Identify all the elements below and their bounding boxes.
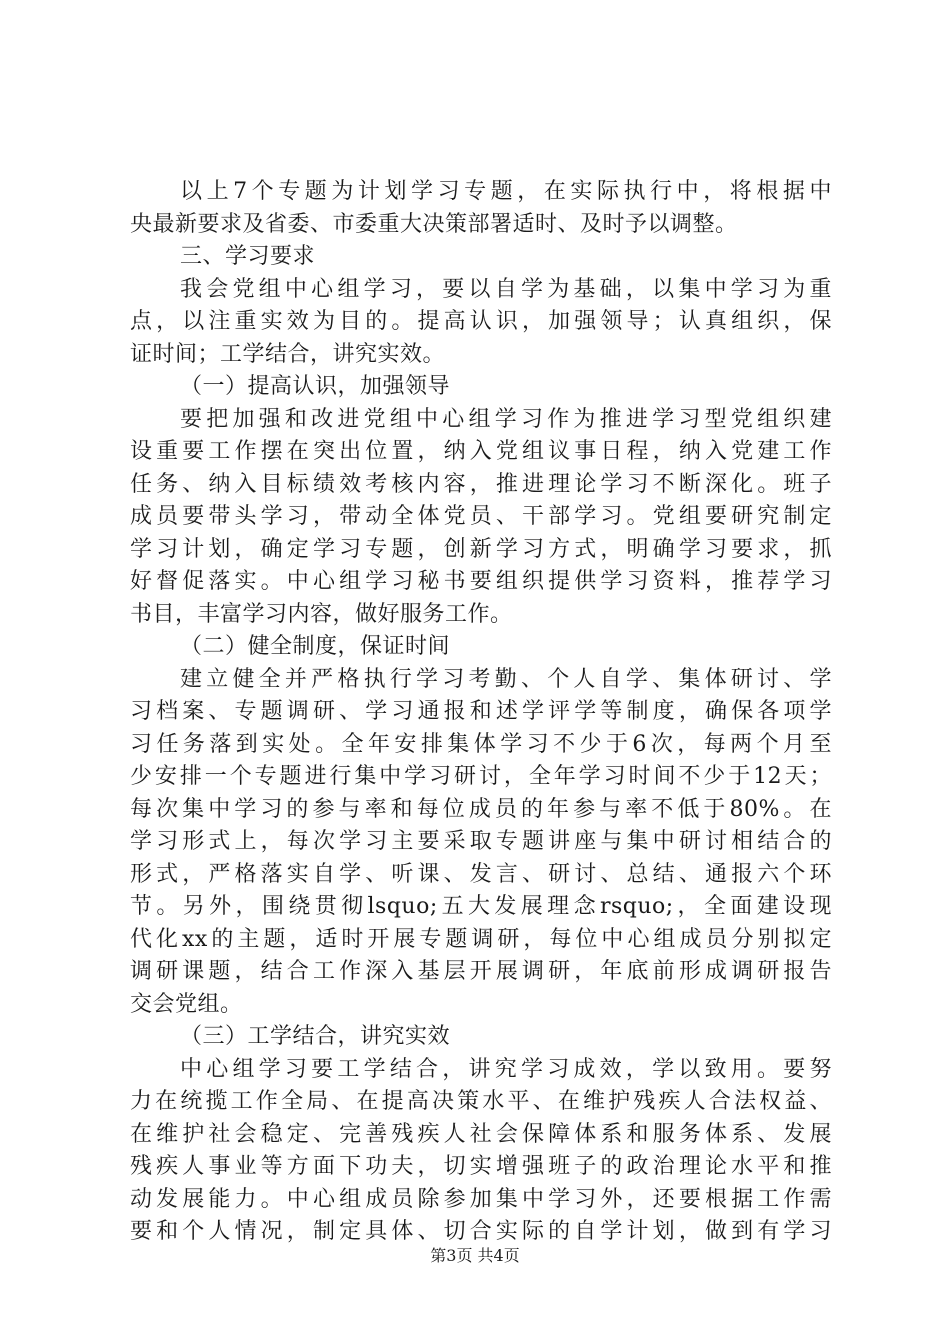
text-line: 形式，严格落实自学、听课、发言、研讨、总结、通报六个环 [130, 861, 832, 887]
text-line: 力在统揽工作全局、在提高决策水平、在维护残疾人合法权益、 [130, 1089, 832, 1114]
text-line: 以上7个专题为计划学习专题，在实际执行中，将根据中 [180, 179, 832, 204]
text-line: 要和个人情况，制定具体、切合实际的自学计划，做到有学习 [130, 1219, 832, 1244]
section-heading: 三、学习要求 [180, 244, 316, 269]
text-line: 我会党组中心组学习，要以自学为基础，以集中学习为重 [180, 276, 832, 302]
text-line: 交会党组。 [130, 991, 243, 1017]
text-line: 在维护社会稳定、完善残疾人社会保障体系和服务体系、发展 [130, 1121, 832, 1147]
page-footer: 第3页 共4页 [430, 1246, 520, 1265]
text-line: 节。另外，围绕贯彻lsquo;五大发展理念rsquo;，全面建设现 [130, 894, 832, 919]
text-line: 习任务落到实处。全年安排集体学习不少于6次，每两个月至 [130, 731, 832, 757]
text-line: 央最新要求及省委、市委重大决策部署适时、及时予以调整。 [130, 211, 738, 237]
text-line: 设重要工作摆在突出位置，纳入党组议事日程，纳入党建工作 [130, 439, 832, 464]
text-line: 要把加强和改进党组中心组学习作为推进学习型党组织建 [180, 406, 832, 432]
text-line: 书目，丰富学习内容，做好服务工作。 [130, 601, 513, 627]
text-line: 残疾人事业等方面下功夫，切实增强班子的政治理论水平和推 [130, 1154, 832, 1179]
text-line: 中心组学习要工学结合，讲究学习成效，学以致用。要努 [180, 1056, 832, 1082]
text-line: 建立健全并严格执行学习考勤、个人自学、集体研讨、学 [180, 666, 832, 692]
document-body [130, 176, 832, 1249]
text-line: 学习形式上，每次学习主要采取专题讲座与集中研讨相结合的 [130, 829, 832, 854]
text-line: 代化xx的主题，适时开展专题调研，每位中心组成员分别拟定 [130, 926, 832, 952]
text-line: 任务、纳入目标绩效考核内容，推进理论学习不断深化。班子 [130, 471, 832, 497]
text-line: 习档案、专题调研、学习通报和述学评学等制度，确保各项学 [130, 699, 832, 724]
text-line: 好督促落实。中心组学习秘书要组织提供学习资料，推荐学习 [130, 569, 832, 594]
text-line: 调研课题，结合工作深入基层开展调研，年底前形成调研报告 [130, 959, 832, 984]
subsection-heading: （一）提高认识，加强领导 [180, 374, 451, 399]
text-line: 成员要带头学习，带动全体党员、干部学习。党组要研究制定 [130, 504, 832, 529]
text-line: 点，以注重实效为目的。提高认识，加强领导；认真组织，保 [130, 309, 832, 334]
text-line: 少安排一个专题进行集中学习研讨，全年学习时间不少于12天； [130, 764, 832, 789]
subsection-heading: （三）工学结合，讲究实效 [180, 1024, 451, 1049]
text-line: 证时间；工学结合，讲究实效。 [130, 341, 446, 367]
text-line: 学习计划，确定学习专题，创新学习方式，明确学习要求，抓 [130, 536, 832, 562]
text-line: 每次集中学习的参与率和每位成员的年参与率不低于80%。在 [130, 796, 832, 822]
text-line: 动发展能力。中心组成员除参加集中学习外，还要根据工作需 [130, 1186, 832, 1212]
subsection-heading: （二）健全制度，保证时间 [180, 634, 451, 659]
